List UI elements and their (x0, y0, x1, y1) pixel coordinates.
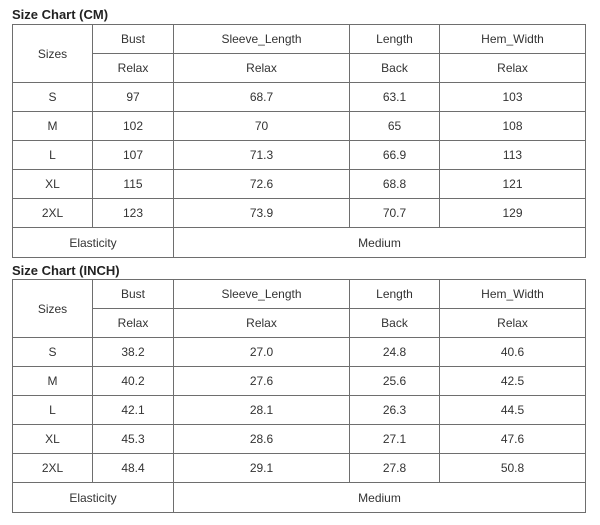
table-row (13, 170, 586, 199)
size-cell: M (13, 112, 93, 141)
sleeve-length-cell: 73.9 (174, 199, 350, 228)
bust-cell: 45.3 (93, 425, 174, 454)
elasticity-row (13, 228, 586, 258)
sleeve-length-cell: 27.6 (174, 367, 350, 396)
table-row (13, 454, 586, 483)
header-row (13, 280, 586, 309)
size-chart-cm-table (12, 24, 586, 258)
table-row (13, 396, 586, 425)
length-subheader: Back (350, 309, 440, 338)
bust-header: Bust (93, 280, 174, 309)
header-row (13, 25, 586, 54)
bust-cell: 38.2 (93, 338, 174, 367)
size-cell: 2XL (13, 199, 93, 228)
table-row (13, 83, 586, 112)
hem-width-cell: 50.8 (440, 454, 586, 483)
size-chart-inch-title: Size Chart (INCH) (12, 263, 120, 278)
table-row (13, 338, 586, 367)
sleeve-length-cell: 70 (174, 112, 350, 141)
hem-width-subheader: Relax (440, 54, 586, 83)
length-cell: 26.3 (350, 396, 440, 425)
bust-cell: 40.2 (93, 367, 174, 396)
hem-width-header: Hem_Width (440, 25, 586, 54)
size-chart-inch-table (12, 279, 586, 513)
sleeve-length-cell: 72.6 (174, 170, 350, 199)
sleeve-length-cell: 27.0 (174, 338, 350, 367)
length-cell: 66.9 (350, 141, 440, 170)
bust-header: Bust (93, 25, 174, 54)
sleeve-length-cell: 68.7 (174, 83, 350, 112)
subheader-row (13, 54, 586, 83)
sleeve-length-subheader: Relax (174, 309, 350, 338)
size-cell: S (13, 338, 93, 367)
hem-width-cell: 40.6 (440, 338, 586, 367)
bust-cell: 48.4 (93, 454, 174, 483)
hem-width-cell: 47.6 (440, 425, 586, 454)
length-cell: 63.1 (350, 83, 440, 112)
size-cell: L (13, 141, 93, 170)
bust-cell: 42.1 (93, 396, 174, 425)
sizes-header: Sizes (13, 280, 93, 338)
hem-width-subheader: Relax (440, 309, 586, 338)
length-cell: 70.7 (350, 199, 440, 228)
length-cell: 65 (350, 112, 440, 141)
hem-width-cell: 113 (440, 141, 586, 170)
size-cell: L (13, 396, 93, 425)
length-cell: 68.8 (350, 170, 440, 199)
subheader-row (13, 309, 586, 338)
length-cell: 24.8 (350, 338, 440, 367)
sleeve-length-cell: 28.6 (174, 425, 350, 454)
length-header: Length (350, 25, 440, 54)
elasticity-label: Elasticity (13, 483, 174, 513)
table-row (13, 425, 586, 454)
length-subheader: Back (350, 54, 440, 83)
hem-width-cell: 103 (440, 83, 586, 112)
elasticity-value: Medium (174, 483, 586, 513)
hem-width-cell: 108 (440, 112, 586, 141)
length-cell: 27.8 (350, 454, 440, 483)
sizes-header: Sizes (13, 25, 93, 83)
sleeve-length-cell: 29.1 (174, 454, 350, 483)
bust-cell: 115 (93, 170, 174, 199)
table-row (13, 112, 586, 141)
bust-subheader: Relax (93, 309, 174, 338)
hem-width-cell: 44.5 (440, 396, 586, 425)
table-row (13, 141, 586, 170)
hem-width-header: Hem_Width (440, 280, 586, 309)
elasticity-row (13, 483, 586, 513)
size-chart-cm-title: Size Chart (CM) (12, 7, 109, 22)
length-cell: 25.6 (350, 367, 440, 396)
size-cell: S (13, 83, 93, 112)
size-cell: M (13, 367, 93, 396)
bust-cell: 97 (93, 83, 174, 112)
sleeve-length-header: Sleeve_Length (174, 280, 350, 309)
bust-subheader: Relax (93, 54, 174, 83)
bust-cell: 123 (93, 199, 174, 228)
size-cell: XL (13, 425, 93, 454)
bust-cell: 102 (93, 112, 174, 141)
bust-cell: 107 (93, 141, 174, 170)
elasticity-value: Medium (174, 228, 586, 258)
size-cell: XL (13, 170, 93, 199)
table-row (13, 199, 586, 228)
table-row (13, 367, 586, 396)
size-cell: 2XL (13, 454, 93, 483)
hem-width-cell: 129 (440, 199, 586, 228)
length-cell: 27.1 (350, 425, 440, 454)
sleeve-length-cell: 71.3 (174, 141, 350, 170)
elasticity-label: Elasticity (13, 228, 174, 258)
sleeve-length-cell: 28.1 (174, 396, 350, 425)
length-header: Length (350, 280, 440, 309)
hem-width-cell: 42.5 (440, 367, 586, 396)
hem-width-cell: 121 (440, 170, 586, 199)
sleeve-length-subheader: Relax (174, 54, 350, 83)
sleeve-length-header: Sleeve_Length (174, 25, 350, 54)
